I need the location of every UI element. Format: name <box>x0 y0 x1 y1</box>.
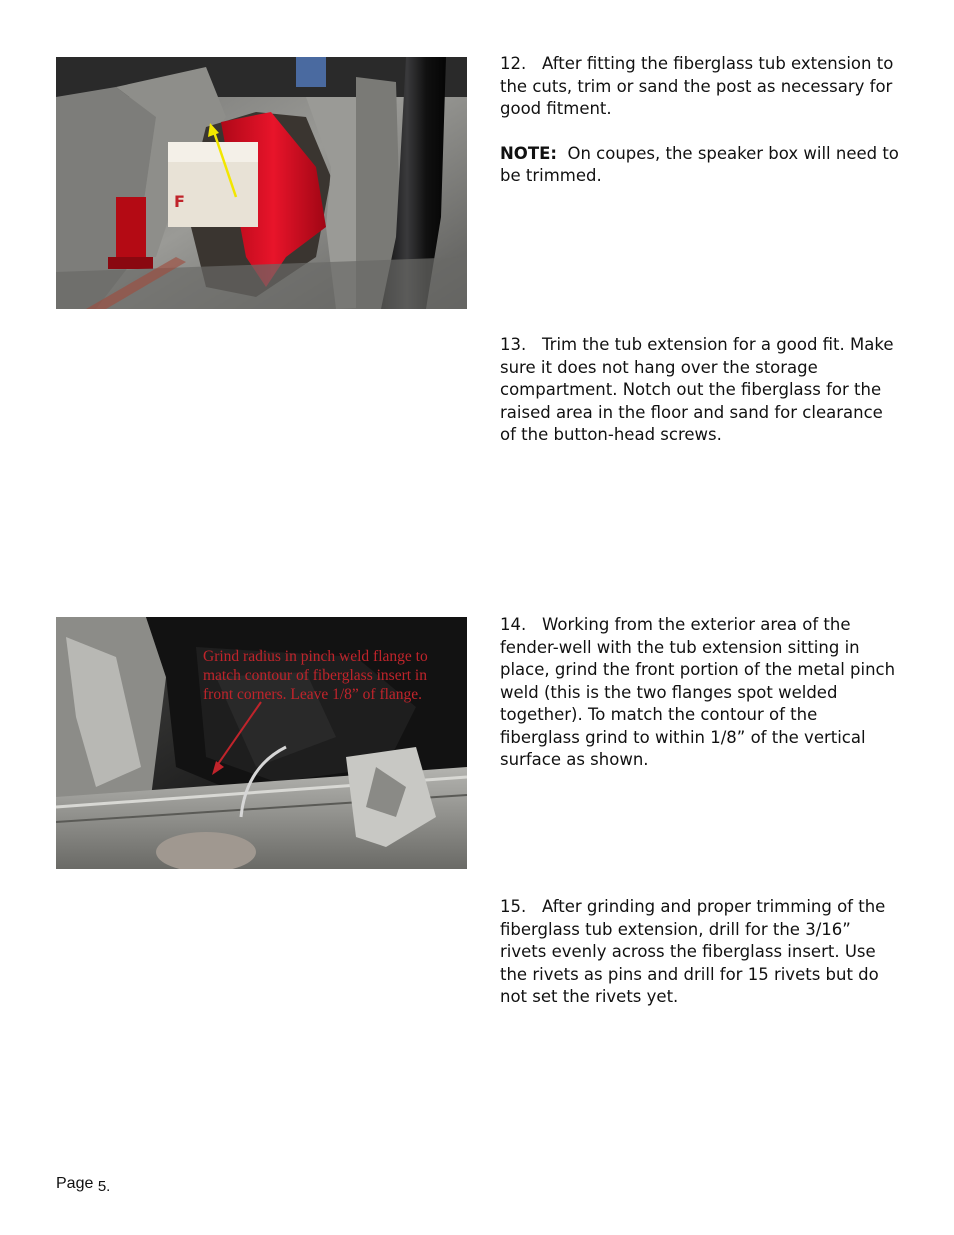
step-number: 12. <box>500 54 527 73</box>
note-text: On coupes, the speaker box will need to be trimmed. <box>500 143 899 185</box>
page-footer <box>56 1175 110 1193</box>
annotation-line-2: match contour of fiberglass insert in <box>203 667 427 684</box>
pinch-weld-photo <box>56 617 467 869</box>
step-12-text <box>500 53 900 121</box>
step-body: Trim the tub extension for a good fit. Make sure it does not hang over the storage compartment. Notch out the fiberglass for the raised area in the floor and sand for clearance of the button-head screws. <box>500 335 894 444</box>
step-number: 13. <box>500 335 527 354</box>
step-14 <box>500 614 900 772</box>
step-body: After fitting the fiberglass tub extension to the cuts, trim or sand the post as necessary for good fitment. <box>500 54 894 118</box>
page-number: 5. <box>97 1178 111 1195</box>
step-15 <box>500 896 900 1009</box>
svg-text:F: F <box>174 192 185 211</box>
step-15-text <box>500 896 900 1009</box>
page-label: Page <box>56 1175 94 1192</box>
svg-text:Grind radius in pinch weld fla <box>203 648 432 703</box>
annotation-line-1: Grind radius in pinch weld flange to <box>203 648 428 665</box>
step-14-text <box>500 614 900 772</box>
step-12 <box>500 53 900 188</box>
annotation-line-3: front corners. Leave 1/8” of flange. <box>203 686 423 703</box>
step-number: 15. <box>500 897 527 916</box>
note <box>500 143 900 188</box>
step-body: After grinding and proper trimming of the fiberglass tub extension, drill for the 3/16” rivets evenly across the fiberglass insert. Use the rivets as pins and drill for 15 rivets but do not set the rivets yet. <box>500 897 886 1006</box>
step-number: 14. <box>500 615 527 634</box>
step-13 <box>500 334 900 447</box>
step-body: Working from the exterior area of the fender-well with the tub extension sitting in place, grind the front portion of the metal pinch weld (this is the two flanges spot welded together). To match the contour of the fiberglass grind to within 1/8” of the vertical surface as shown. <box>500 615 896 769</box>
step-13-text <box>500 334 900 447</box>
tub-extension-photo <box>56 57 467 309</box>
note-label: NOTE: <box>500 143 557 163</box>
